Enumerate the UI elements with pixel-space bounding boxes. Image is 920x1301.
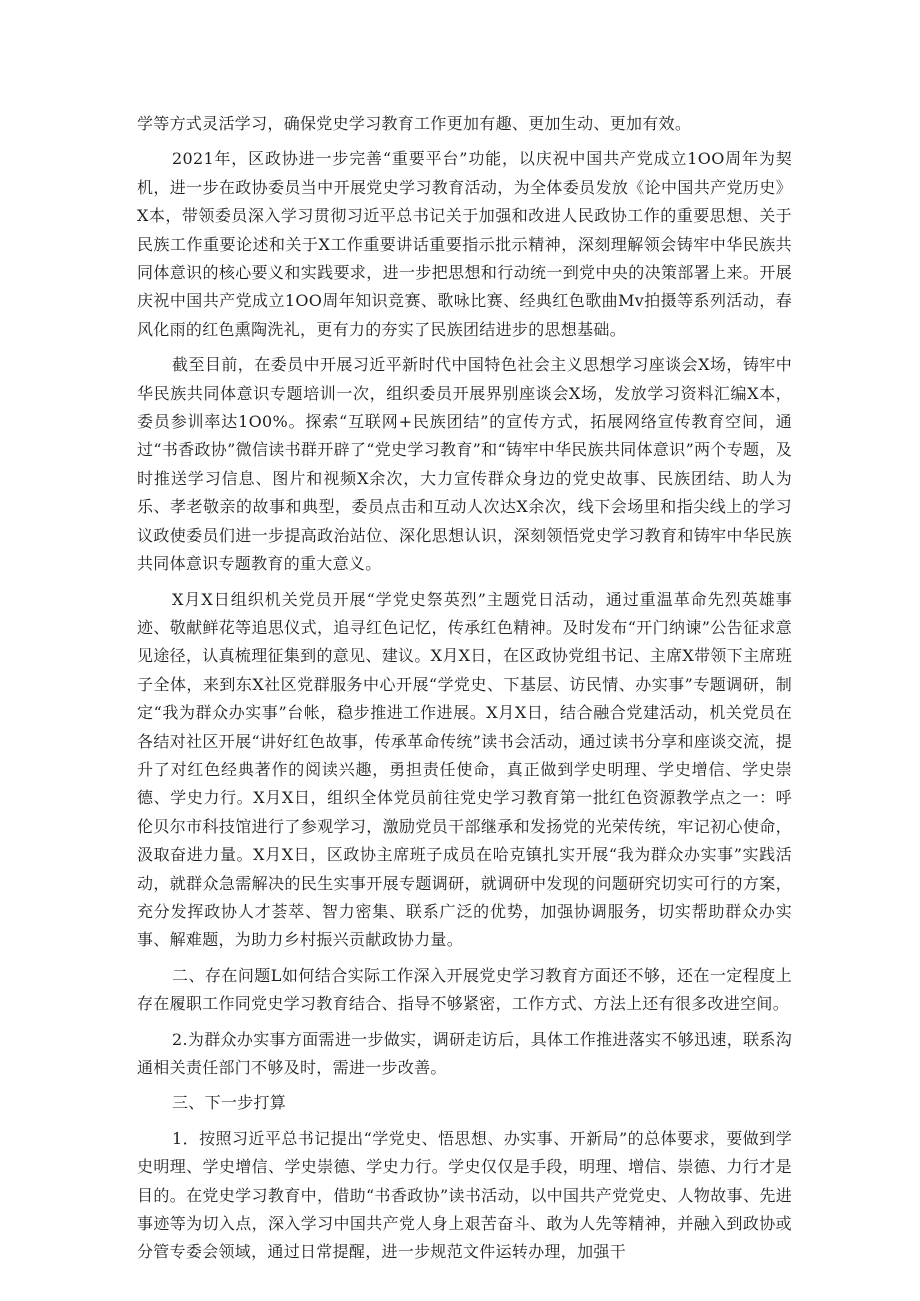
paragraph-problem-2: 2.为群众办实事方面需进一步做实，调研走访后，具体工作推进落实不够迅速，联系沟通相关责任部门不够及时，需进一步改善。: [137, 1029, 792, 1077]
paragraph-progress-summary: 截至目前，在委员中开展习近平新时代中国特色社会主义思想学习座谈会X场，铸牢中华民族共同体意识专题培训一次，组织委员开展界别座谈会X场，发放学习资料汇编X本，委员参训率达1O0%。探索“互联网+民族团结”的宣传方式，拓展网络宣传教育空间，通过“书香政协”微信读书群开辟了“党史学习教育”和“铸牢中华民族共同体意识”两个专题，及时推送学习信息、图片和视频X余次，大力宣传群众身边的党史故事、民族团结、助人为乐、孝老敬亲的故事和典型，委员点击和互动人次达X余次，线下会场里和指尖线上的学习议政使委员们进一步提高政治站位、深化思想认识，深刻领悟党史学习教育和铸牢中华民族共同体意识专题教育的重大意义。: [137, 355, 792, 574]
document-page: [137, 110, 792, 1267]
paragraph-existing-problems: 二、存在问题L如何结合实际工作深入开展党史学习教育方面还不够，还在一定程度上存在履职工作同党史学习教育结合、指导不够紧密，工作方式、方法上还有很多改进空间。: [137, 965, 792, 1014]
paragraph-continuation: 学等方式灵活学习，确保党史学习教育工作更加有趣、更加生动、更加有效。: [137, 114, 692, 133]
paragraph-2021-activities: 2021年，区政协进一步完善“重要平台”功能，以庆祝中国共产党成立1OO周年为契机，进一步在政协委员当中开展党史学习教育活动，为全体委员发放《论中国共产党历史》X本，带领委员深入学习贯彻习近平总书记关于加强和改进人民政协工作的重要思想、关于民族工作重要论述和关于X工作重要讲话重要指示批示精神，深刻理解领会铸牢中华民族共同体意识的核心要义和实践要求，进一步把思想和行动统一到党中央的决策部署上来。开展庆祝中国共产党成立1OO周年知识竞赛、歌咏比赛、经典红色歌曲Mv拍摄等系列活动，春风化雨的红色熏陶洗礼，更有力的夯实了民族团结进步的思想基础。: [137, 149, 792, 339]
section-heading-next-steps: 三、下一步打算: [172, 1093, 287, 1113]
paragraph-party-day-activities: X月X日组织机关党员开展“学党史祭英烈”主题党日活动，通过重温革命先烈英雄事迹、敬献鲜花等追思仪式，追寻红色记忆，传承红色精神。及时发布“开门纳谏”公告征求意见途径，认真梳理征集到的意见、建议。X月X日，在区政协党组书记、主席X带领下主席班子全体，来到东X社区党群服务中心开展“学党史、下基层、访民情、办实事”专题调研，制定“我为群众办实事”台帐，稳步推进工作进展。X月X日，结合融合党建活动，机关党员在各结对社区开展“讲好红色故事，传承革命传统”读书会活动，通过读书分享和座谈交流，提升了对红色经典著作的阅读兴趣，勇担责任使命，真正做到学史明理、学史增信、学史崇德、学史力行。X月X日，组织全体党员前往党史学习教育第一批红色资源教学点之一：呼伦贝尔市科技馆进行了参观学习，激励党员干部继承和发扬党的光荣传统，牢记初心使命，汲取奋进力量。X月X日，区政协主席班子成员在哈克镇扎实开展“我为群众办实事”实践活动，就群众急需解决的民生实事开展专题调研，就调研中发现的问题研究切实可行的方案，充分发挥政协人才荟萃、智力密集、联系广泛的优势，加强协调服务，切实帮助群众办实事、解难题，为助力乡村振兴贡献政协力量。: [137, 589, 792, 950]
paragraph-plan-1: 1．按照习近平总书记提出“学党史、悟思想、办实事、开新局”的总体要求，要做到学史明理、学史增信、学史崇德、学史力行。学史仅仅是手段，明理、增信、崇德、力行才是目的。在党史学习教育中，借助“书香政协”读书活动，以中国共产党党史、人物故事、先进事迹等为切入点，深入学习中国共产党人身上艰苦奋斗、敢为人先等精神，并融入到政协或分管专委会领域，通过日常提醒，进一步规范文件运转办理，加强干: [137, 1128, 792, 1262]
